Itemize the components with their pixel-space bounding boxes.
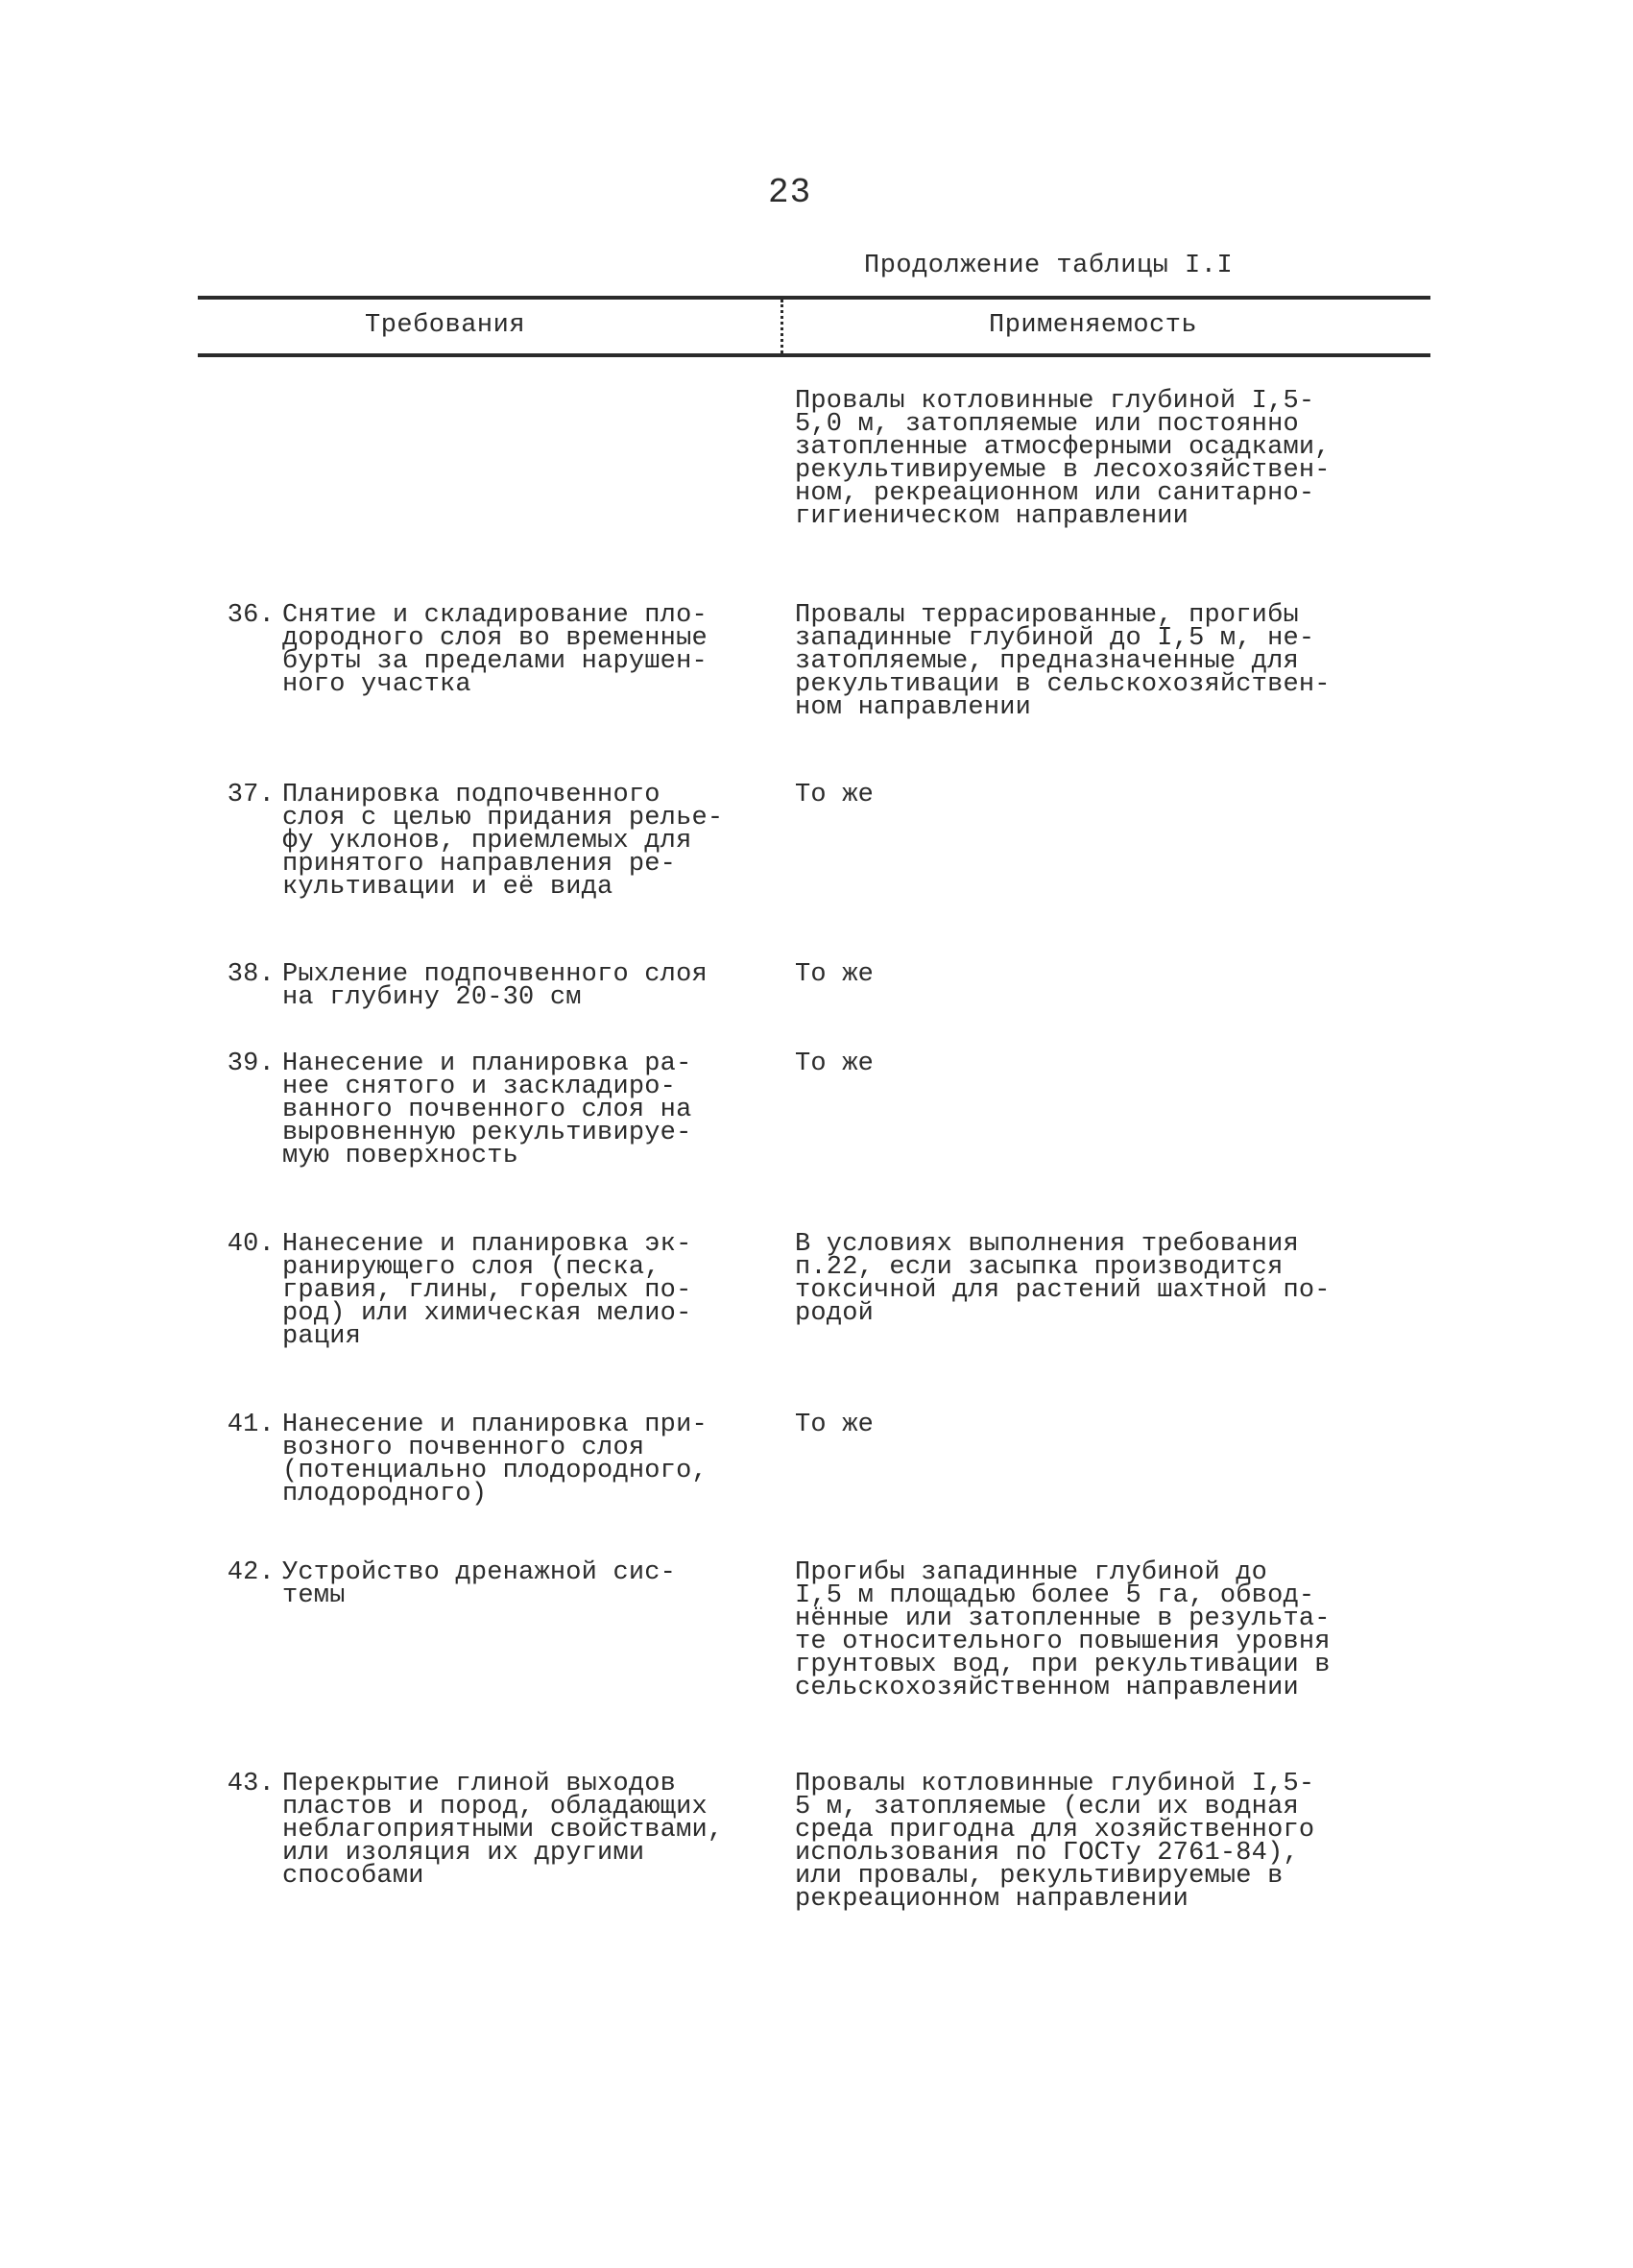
page-number: 23: [768, 173, 812, 212]
row-requirement: Устройство дренажной сис- темы: [282, 1558, 677, 1610]
row-applicability: Провалы котловинные глубиной I,5- 5,0 м, затопляемые или постоянно затопленные атмосферными осадками, рекультивируемые в лесохозяйствен- ном, рекреационном или санитарно- гигиеническом направлении: [795, 387, 1331, 531]
row-number: 37.: [227, 781, 275, 809]
row-number: 43.: [227, 1770, 275, 1798]
row-applicability: То же: [795, 781, 875, 809]
row-applicability: То же: [795, 1050, 875, 1078]
row-requirement: Рыхление подпочвенного слоя на глубину 20-30 см: [282, 960, 708, 1012]
row-applicability: Прогибы западинные глубиной до I,5 м площадью более 5 га, обвод- нённые или затопленные в результа- те относительного повышения уровня грунтовых вод, при рекультивации в сельскохозяйственном направлении: [795, 1558, 1331, 1702]
row-applicability: В условиях выполнения требования п.22, если засыпка производится токсичной для растений шахтной по- родой: [795, 1230, 1331, 1328]
table-continuation-label: Продолжение таблицы I.I: [864, 252, 1234, 280]
row-number: 41.: [227, 1411, 275, 1439]
row-number: 36.: [227, 601, 275, 630]
row-requirement: Нанесение и планировка при- возного почвенного слоя (потенциально плодородного, плодородного): [282, 1411, 708, 1508]
row-applicability: Провалы котловинные глубиной I,5- 5 м, затопляемые (если их водная среда пригодна для хозяйственного использования по ГОСТу 2761-84), или провалы, рекультивируемые в рекреационном направлении: [795, 1770, 1315, 1914]
row-number: 42.: [227, 1558, 275, 1587]
row-applicability: То же: [795, 1411, 875, 1439]
table-top-rule: [198, 296, 1430, 300]
row-requirement: Снятие и складирование пло- дородного слоя во временные бурты за пределами нарушен- ного участка: [282, 601, 708, 699]
row-number: 38.: [227, 960, 275, 989]
row-number: 40.: [227, 1230, 275, 1259]
table-header-bottom-rule: [198, 353, 1430, 357]
row-requirement: Перекрытие глиной выходов пластов и пород, обладающих неблагоприятными свойствами, или изоляция их другими способами: [282, 1770, 724, 1891]
row-applicability: То же: [795, 960, 875, 989]
row-requirement: Планировка подпочвенного слоя с целью придания релье- фу уклонов, приемлемых для принятого направления ре- культивации и её вида: [282, 781, 724, 902]
column-header-requirements: Требования: [365, 311, 526, 340]
row-applicability: Провалы террасированные, прогибы западинные глубиной до I,5 м, не- затопляемые, предназначенные для рекультивации в сельскохозяйствен- ном направлении: [795, 601, 1331, 722]
row-requirement: Нанесение и планировка ра- нее снятого и заскладиро- ванного почвенного слоя на выровненную рекультивируе- мую поверхность: [282, 1050, 692, 1170]
row-number: 39.: [227, 1050, 275, 1078]
row-requirement: Нанесение и планировка эк- ранирующего слоя (песка, гравия, глины, горелых по- род) или химическая мелио- рация: [282, 1230, 692, 1351]
column-header-applicability: Применяемость: [989, 311, 1198, 340]
header-column-separator: [780, 300, 786, 353]
